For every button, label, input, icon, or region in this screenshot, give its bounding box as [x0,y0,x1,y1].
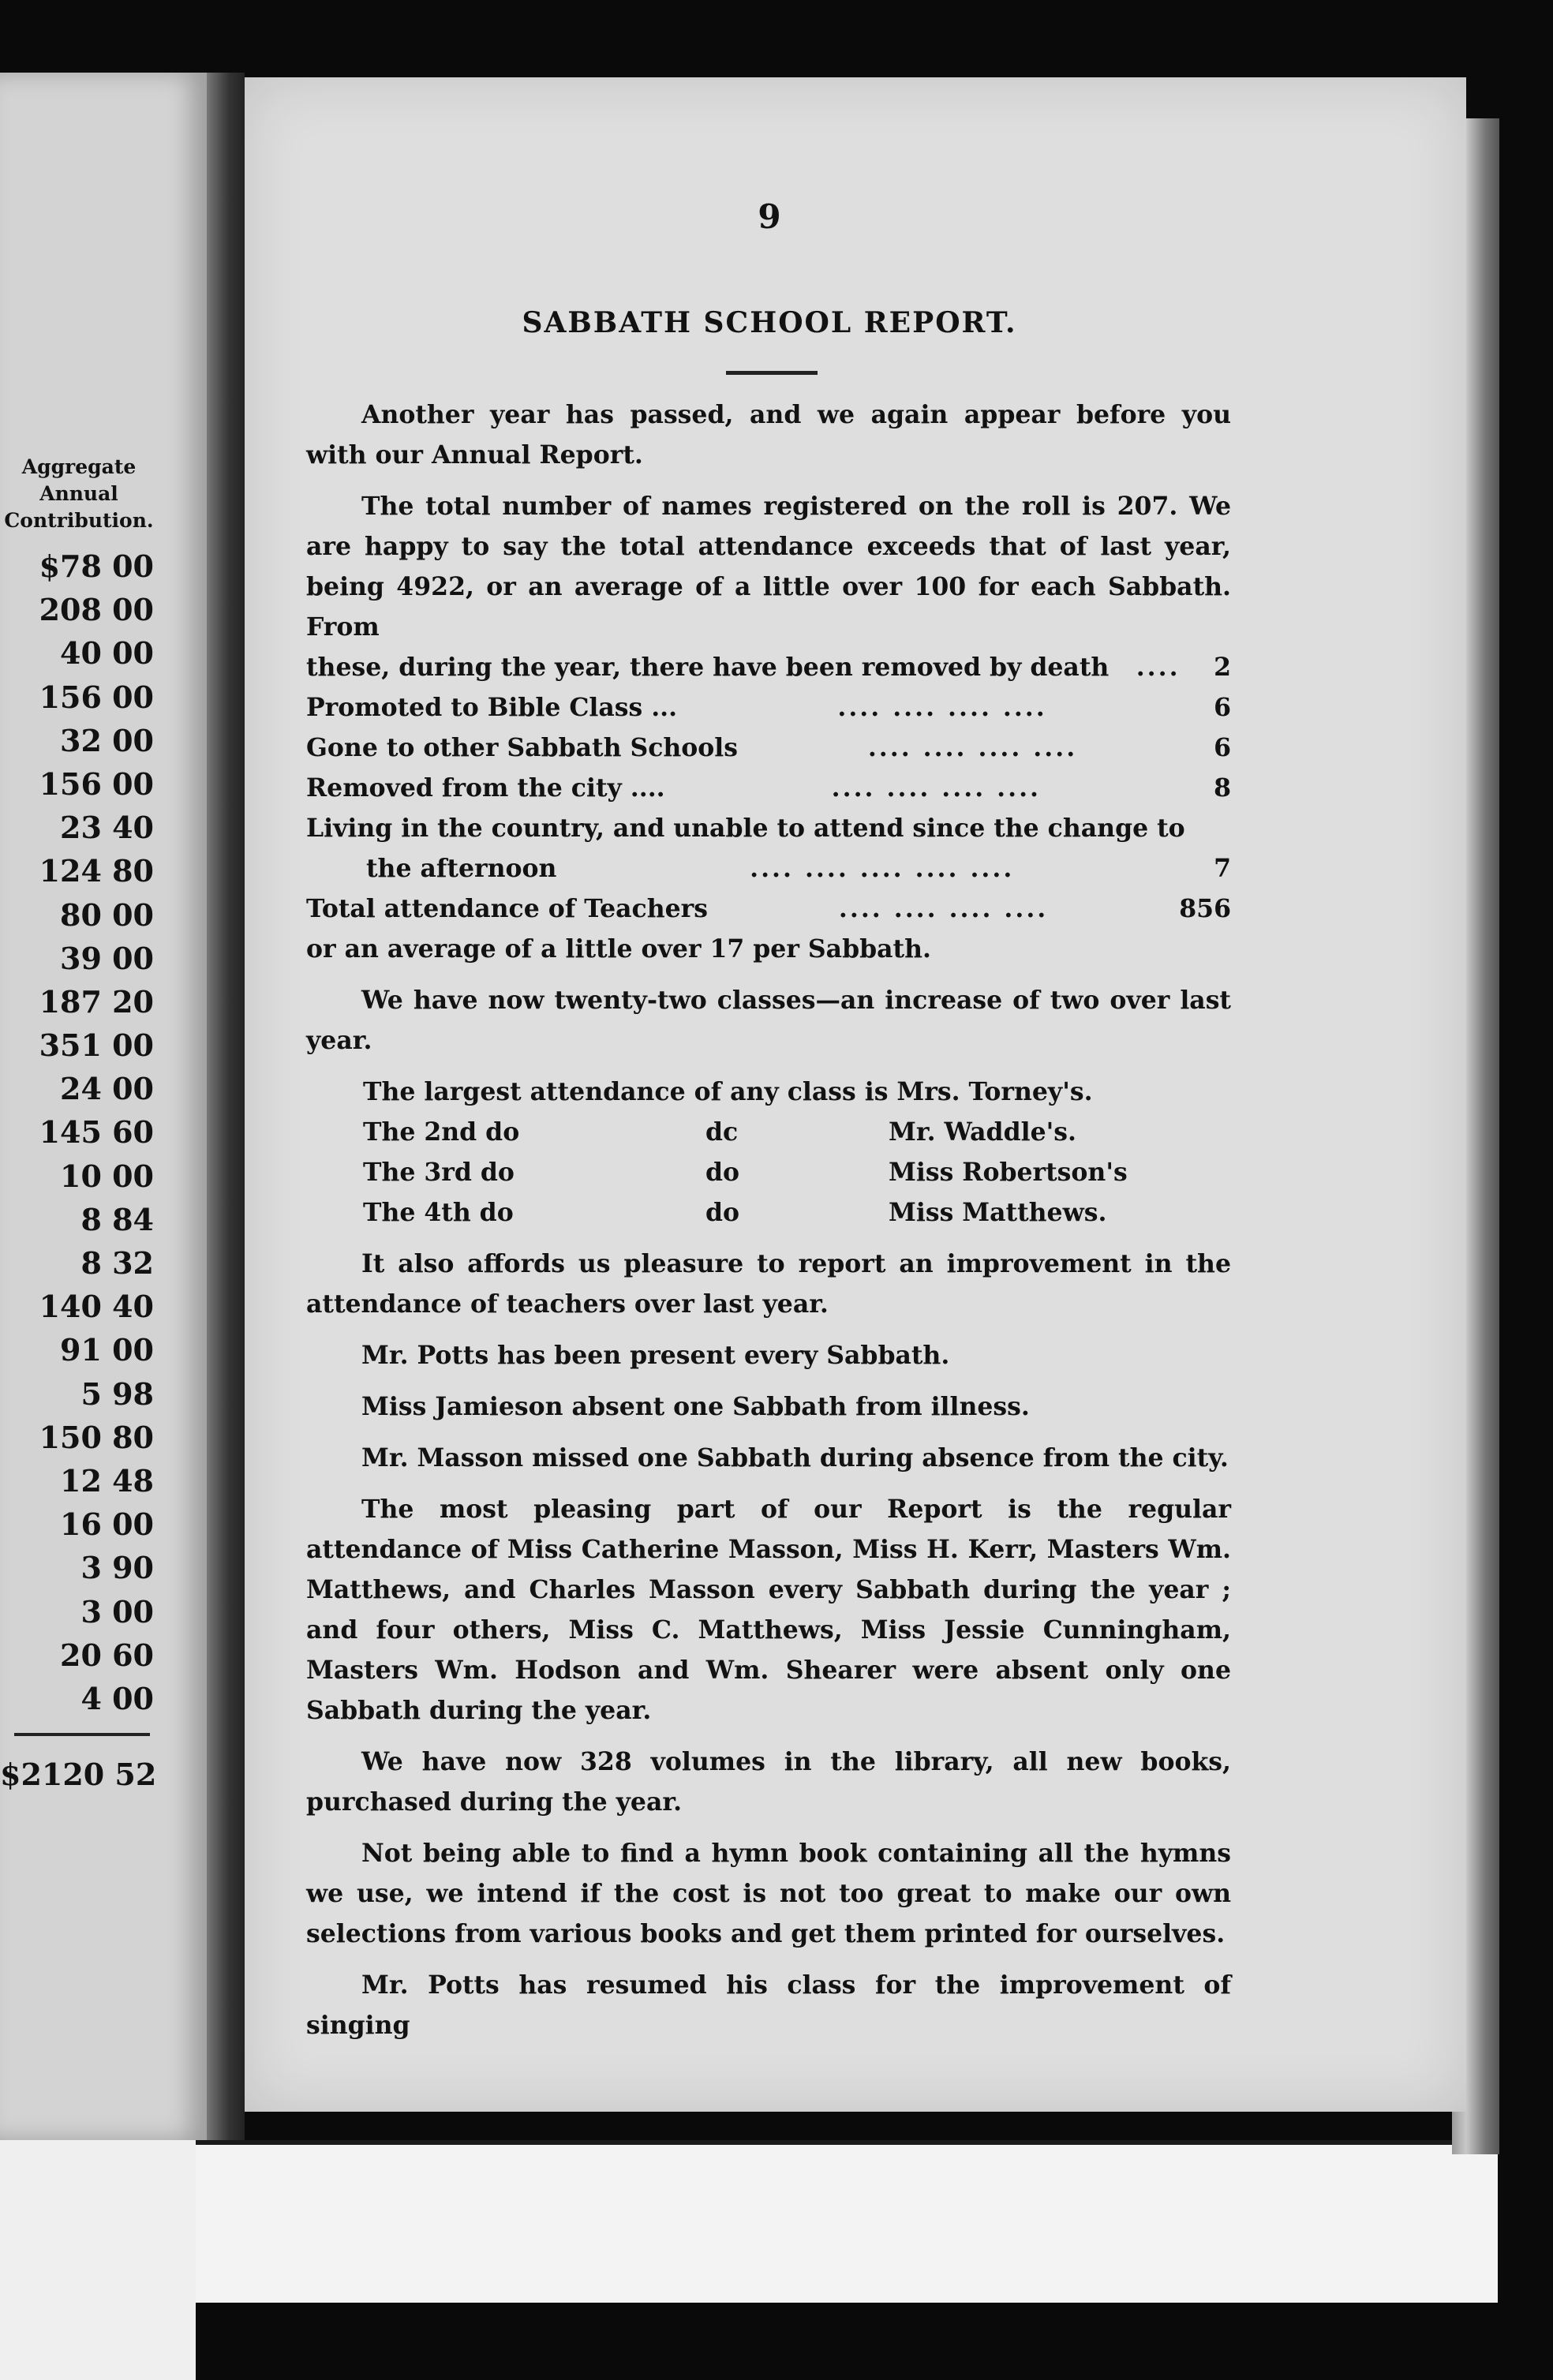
stat-leader: .... [1136,653,1181,682]
class-ordinal: The 4th do [363,1198,514,1227]
contribution-amount: 23 40 [60,810,154,846]
class-row [306,1192,1231,1233]
contribution-amount: 40 00 [60,635,154,672]
hymn-paragraph: Not being able to find a hymn book containing all the hymns we use, we intend if the cost is not too great to make our own selections from various books and get them printed for ourselves. [306,1839,1231,1948]
teachers-average: or an average of a little over 17 per Sabbath. [306,934,931,964]
stat-value: 8 [1214,773,1231,803]
page-title: SABBATH SCHOOL REPORT. [522,306,1017,339]
teachers-improvement-paragraph: It also affords us pleasure to report an improvement in the attendance of teachers over last year. [306,1249,1231,1319]
stat-leader: .... .... .... .... [838,894,1049,923]
stat-value: 856 [1179,894,1231,923]
library-paragraph: We have now 328 volumes in the library, all new books, purchased during the year. [306,1747,1231,1817]
afternoon-row [306,848,1231,889]
contribution-amount: 156 00 [39,679,154,715]
stat-value: 6 [1214,733,1231,762]
class-ditto: dc [705,1117,739,1147]
contribution-heading [0,454,158,534]
stat-row [306,647,1231,687]
heading-line: Annual [39,482,118,505]
stat-label: Removed from the city .... [306,773,665,803]
class-ordinal: The 2nd do [363,1117,520,1147]
contribution-amount: 208 00 [39,592,154,628]
class-row [306,1152,1231,1192]
teachers-row [306,889,1231,929]
contribution-amount: 20 60 [60,1637,154,1673]
contribution-amount: 3 00 [80,1593,154,1630]
stat-row [306,728,1231,768]
contribution-amount: 4 00 [80,1680,154,1716]
page-number: 9 [758,197,781,236]
title-rule [726,371,818,375]
stat-value: 6 [1214,693,1231,722]
report-body [306,395,1231,2056]
classes-paragraph: We have now twenty-two classes—an increase of two over last year. [306,986,1231,1055]
total-rule [14,1733,150,1736]
contribution-list [0,544,154,1720]
stat-value: 2 [1214,653,1231,682]
contribution-amount: 150 80 [39,1419,154,1455]
contribution-amount: $78 00 [39,548,154,584]
class-teacher: Mr. Waddle's. [889,1117,1076,1147]
stat-row [306,768,1231,808]
contribution-amount: 8 84 [80,1201,154,1237]
stat-label: these, during the year, there have been removed by death [306,653,1110,682]
stat-leader: .... .... .... .... [837,693,1047,722]
attendance-paragraph: The most pleasing part of our Report is the regular attendance of Miss Catherine Masson, Miss H. Kerr, Masters Wm. Matthews, and Charles Masson every Sabbath during the year ; and four others, Miss C. Matthews, Miss Jessie Cunningham, Masters Wm. Hodson and Wm. Shearer were absent only one Sabbath during the year. [306,1495,1231,1725]
contribution-amount: 156 00 [39,765,154,802]
singing-line: Mr. Potts has resumed his class for the improvement of singing [306,1970,1231,2040]
stat-label: Promoted to Bible Class ... [306,693,678,722]
contribution-amount: 24 00 [60,1071,154,1107]
largest-class-line: The largest attendance of any class is Mrs. Torney's. [363,1077,1093,1106]
contribution-amount: 145 60 [39,1114,154,1151]
contribution-amount: 351 00 [39,1027,154,1064]
contribution-amount: 32 00 [60,722,154,758]
contribution-amount: 10 00 [60,1158,154,1194]
contribution-amount: 80 00 [60,896,154,933]
stat-value: 7 [1214,854,1231,883]
contribution-amount: 91 00 [60,1332,154,1368]
stat-row [306,687,1231,728]
jamieson-line: Miss Jamieson absent one Sabbath from illness. [361,1392,1030,1421]
contribution-amount: 12 48 [60,1462,154,1499]
class-ditto: do [705,1198,740,1227]
contribution-amount: 187 20 [39,983,154,1020]
heading-line: Contribution. [4,509,154,532]
book-binding [207,73,245,2140]
class-ditto: do [705,1158,740,1187]
stat-label: the afternoon [366,854,557,883]
bottom-strip [196,2140,1498,2303]
stat-label: Gone to other Sabbath Schools [306,733,739,762]
contribution-amount: 3 90 [80,1550,154,1586]
country-line: Living in the country, and unable to attend since the change to [306,814,1185,843]
intro-paragraph: Another year has passed, and we again appear before you with our Annual Report. [306,400,1231,470]
stat-label: Total attendance of Teachers [306,894,708,923]
class-teacher: Miss Robertson's [889,1158,1128,1187]
contribution-amount: 16 00 [60,1506,154,1543]
class-row [306,1112,1231,1152]
contribution-total: $2120 52 [0,1757,157,1792]
potts-present-line: Mr. Potts has been present every Sabbath. [361,1341,950,1370]
contribution-amount: 8 32 [80,1245,154,1281]
contribution-amount: 140 40 [39,1289,154,1325]
masson-line: Mr. Masson missed one Sabbath during absence from the city. [361,1443,1229,1473]
stat-leader: .... .... .... .... .... [750,854,1015,883]
class-teacher: Miss Matthews. [889,1198,1107,1227]
heading-line: Aggregate [21,455,137,478]
stat-leader: .... .... .... .... [867,733,1078,762]
stat-leader: .... .... .... .... [831,773,1042,803]
left-margin [0,2140,196,2380]
class-ordinal: The 3rd do [363,1158,515,1187]
contribution-amount: 5 98 [80,1375,154,1412]
contribution-amount: 39 00 [60,940,154,976]
contribution-amount: 124 80 [39,853,154,889]
roll-paragraph: The total number of names registered on the roll is 207. We are happy to say the total attendance exceeds that of last year, being 4922, or an average of a little over 100 for each Sabbath. From [306,492,1231,642]
